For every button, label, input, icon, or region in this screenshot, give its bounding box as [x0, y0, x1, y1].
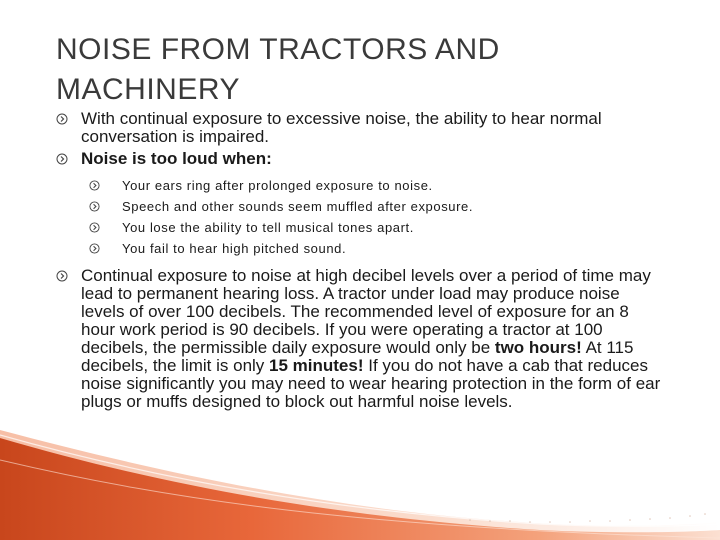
sub-bullet-text: You lose the ability to tell musical tones apart. [122, 220, 414, 235]
sub-bullet-item [89, 238, 666, 259]
sub-bullet-item [89, 175, 666, 196]
bullet-text-part: If you do not have a cab that reduces noise significantly you may need to wear hearing protection in the form of ear plugs or muffs designed to block out harmful noise levels. [81, 356, 661, 411]
circled-arrow-bullet-icon [56, 270, 68, 282]
sub-bullet-text: Your ears ring after prolonged exposure to noise. [122, 178, 433, 193]
bullet-text-part: Continual exposure to noise at high decibel levels over a period of time may lead to permanent hearing loss. A tractor under load may produce noise levels of over 100 decibels. The recommended level of exposure for an 8 hour work period is 90 decibels. If you were operating a tractor at 100 decibels, the permissible daily exposure would only be [81, 266, 651, 357]
bullet-text: With continual exposure to excessive noise, the ability to hear normal conversation is impaired. [81, 109, 602, 146]
bold-emphasis: 15 minutes! [269, 356, 364, 375]
sub-bullet-text: You fail to hear high pitched sound. [122, 241, 347, 256]
circled-arrow-bullet-icon [89, 222, 100, 233]
slide-content [56, 110, 666, 411]
sub-bullet-item [89, 217, 666, 238]
circled-arrow-bullet-icon [89, 243, 100, 254]
bold-emphasis: two hours! [494, 338, 582, 357]
sub-bullet-text: Speech and other sounds seem muffled after exposure. [122, 199, 474, 214]
slide-title: NOISE FROM TRACTORS AND MACHINERY [56, 33, 500, 106]
bullet-text: Noise is too loud when: [81, 149, 272, 168]
circled-arrow-bullet-icon [56, 113, 68, 125]
circled-arrow-bullet-icon [89, 180, 100, 191]
circled-arrow-bullet-icon [56, 153, 68, 165]
bullet-item [56, 267, 666, 411]
sub-bullet-item [89, 196, 666, 217]
bullet-text [81, 266, 660, 411]
bullet-text-part: At 115 decibels, the limit is only [81, 338, 634, 375]
circled-arrow-bullet-icon [89, 201, 100, 212]
decorative-bottom-swoosh [0, 400, 720, 540]
bullet-item [56, 150, 666, 168]
bullet-item [56, 110, 666, 146]
sub-bullet-list [56, 175, 666, 259]
